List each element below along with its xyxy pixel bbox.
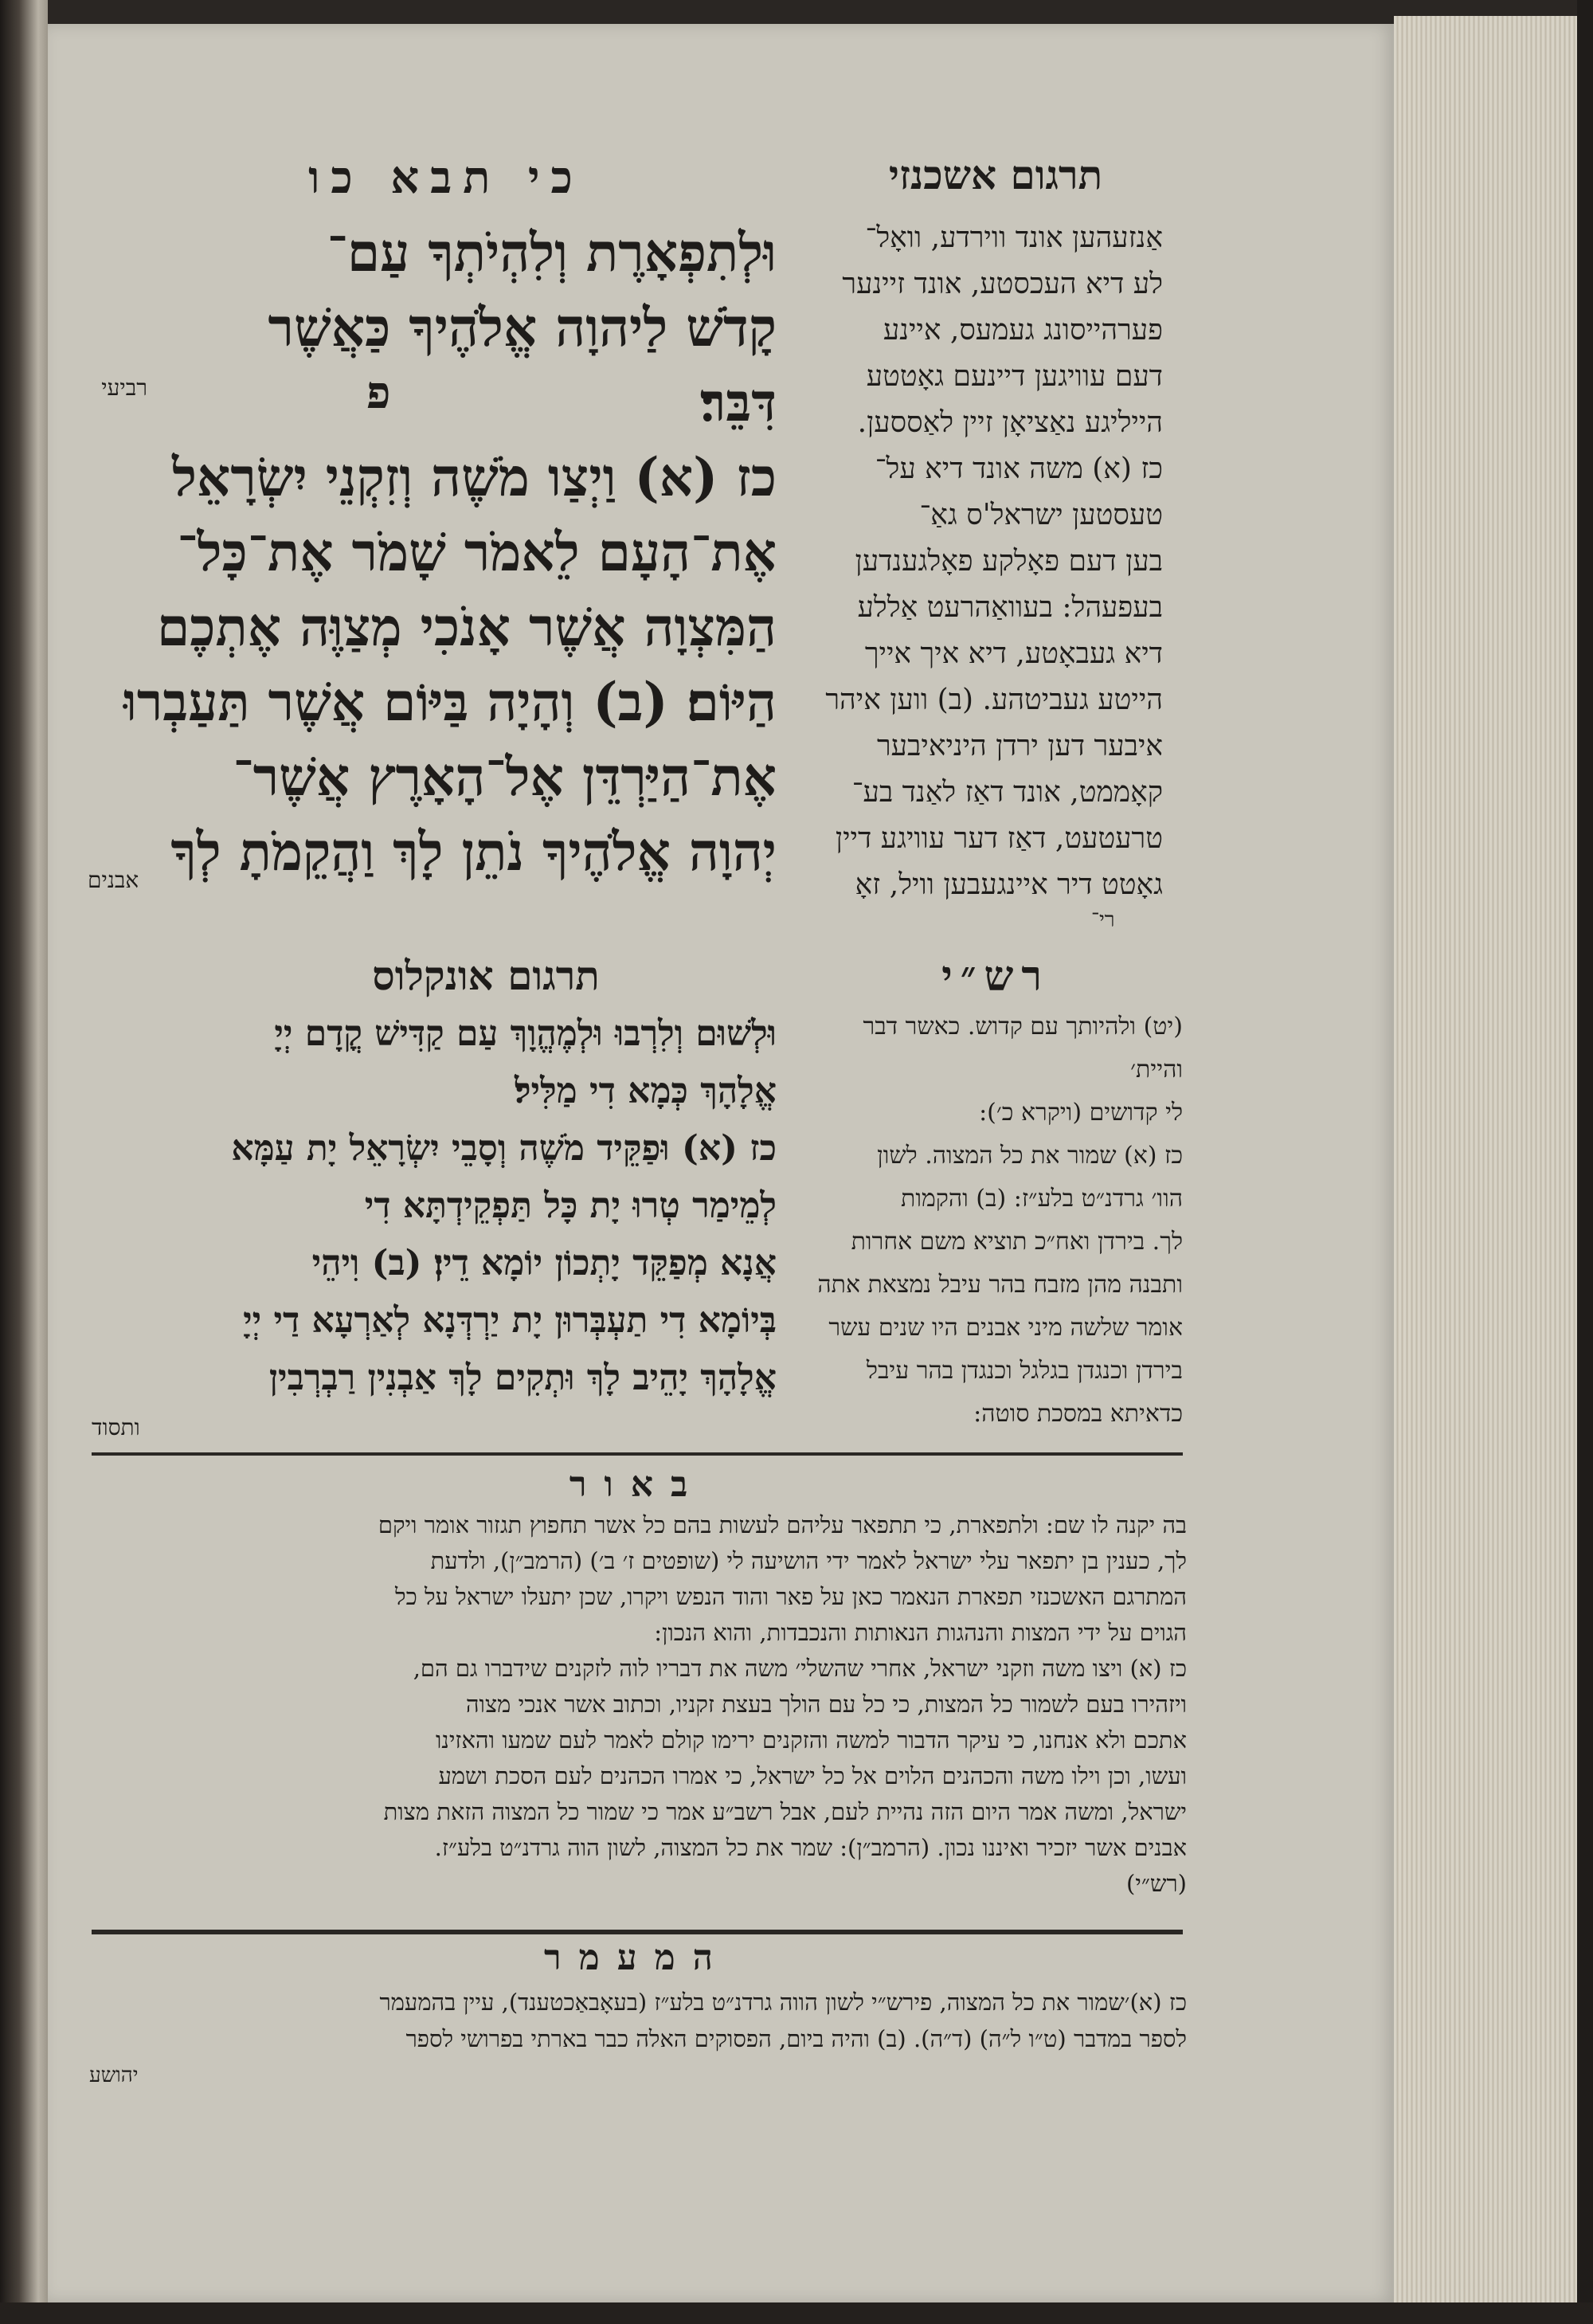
petucha-mark: פ <box>366 366 391 419</box>
section-divider <box>92 1452 1183 1456</box>
torah-line: יְהוָה אֱלֹהֶיךָ נֹתֵן לָךְ וַהֲקֵמֹתָ לְךָ <box>170 821 777 883</box>
biur-line: ועשו, וכן וילו משה והכהנים הלוים אל כל ישראל, כי אמרו הכהנים לעם הסכת ושמע <box>438 1762 1187 1789</box>
biur-line: ויזהירו בעם לשמור כל המצות, כי כל עם הולך בעצת זקניו, וכתוב אשר אנכי מצוה <box>465 1691 1187 1718</box>
background-bottom <box>0 2302 1593 2324</box>
rashi-commentary <box>804 1005 1183 1436</box>
rashi-line: בירדן וכנגדן בגלגל וכנגדן בהר עיבל <box>866 1357 1183 1385</box>
book-fore-edge <box>1394 16 1577 2302</box>
section-divider <box>92 1930 1183 1934</box>
meamer-title: המעמר <box>544 1938 730 1978</box>
yiddish-line: לע דיא העכסטע, אונד זיינער <box>842 268 1163 300</box>
rashi-line: (יט) ולהיותך עם קדוש. כאשר דבר והיית׳ <box>863 1013 1183 1084</box>
biur-line: הגוים על ידי המצות והנהגות הנאותות והנכבדות, והוא הנכון: <box>654 1619 1187 1646</box>
rashi-line: לך. בירדן ואח״כ תוציא משם אחרות <box>851 1228 1183 1256</box>
meamer-catchword: יהושע <box>89 2063 139 2087</box>
yiddish-line: אַנזעהען אונד ווירדע, וואָל־ <box>865 221 1163 254</box>
yiddish-line: איבער דען ירדן היניאיבער <box>877 730 1163 762</box>
biur-title: באור <box>569 1464 706 1505</box>
yiddish-line: פערהייסונג געמעס, איינע <box>883 314 1163 347</box>
facing-page-edge <box>0 0 48 2324</box>
rashi-line: ותבנה מהן מזבח בהר עיבל נמצאת אתה <box>817 1271 1183 1299</box>
biur-line: אבנים אשר יזכיר ואיננו נכון. (הרמב״ן): שמר את כל המצוה, לשון הוה גרדנ״ט בלע״ז. <box>434 1834 1187 1861</box>
yiddish-line: כז (א) משה אונד דיא על־ <box>875 453 1163 485</box>
rashi-line: כדאיתא במסכת סוטה: <box>973 1400 1183 1428</box>
biur-line: ישראל, ומשה אמר היום הזה נהיית לעם, אבל רשב״ע אמר כי שמור כל המצוה הזאת מצות <box>383 1798 1187 1825</box>
onkelos-line: לְמֵימַר טְרוּ יָת כָּל תַּפְקֵידְתָּא דִי <box>364 1186 777 1226</box>
onkelos-line: אֲנָא מְפַקֵּד יָתְכוֹן יוֹמָא דֵין׃ (ב) וִיהֵי <box>311 1243 777 1283</box>
biur-line: בה יקנה לו שם: ולתפארת, כי תתפאר עליהם לעשות בהם כל אשר תחפוץ תגזור אומר ויקם <box>378 1511 1187 1538</box>
rashi-title: רש״י <box>941 952 1050 1001</box>
onkelos-line: בְּיוֹמָא דִי תַעְבְּרוּן יָת יַרְדְּנָא לְאַרְעָא דַי יְיָ <box>243 1300 777 1341</box>
meamer-line: כז (א)׳שמור את כל המצוה, פירש״י לשון הווה גרדנ״ט בלע״ז (בעאָבאַכטענד), עיין בהמעמר <box>379 1989 1187 2016</box>
rashi-line: כז (א) שמור את כל המצוה. לשון <box>877 1142 1183 1170</box>
yiddish-line: בען דעם פאָלקע פאָלגענדען <box>855 545 1163 578</box>
meamer-commentary <box>88 1984 1187 2057</box>
torah-line: אֶת־הָעָם לֵאמֹר שָׁמֹר אֶת־כָּל־ <box>177 521 777 583</box>
onkelos-line: וּלְשׁוּם וְלִרְבוּ וּלְמֶהֱוָךְ עַם קַדִּישׁ קֳדָם יְיָ <box>274 1013 777 1054</box>
rashi-line: לי קדושים (ויקרא כ׳): <box>979 1099 1183 1127</box>
yiddish-column-title: תרגום אשכנזי <box>888 151 1103 198</box>
torah-catchword: אבנים <box>88 867 139 893</box>
biur-commentary <box>88 1507 1187 1902</box>
rashi-line: הוו׳ גרדנ״ט בלע״ז: (ב) והקמות <box>901 1185 1183 1213</box>
yiddish-line: דיא געבאָטע, דיא איך אייך <box>864 637 1163 670</box>
onkelos-line: אֱלָהָךְ כְּמָא דִי מַלִּיל׃ <box>514 1071 777 1111</box>
onkelos-text <box>84 1005 777 1407</box>
background-edge <box>1577 0 1593 2324</box>
aliyah-marker: רביעי <box>101 374 147 401</box>
biur-line: לך, כענין בן יתפאר עלי ישראל לאמר ידי הושיעה לי (שופטים ז׳ ב׳) (הרמב״ן), ולדעת <box>430 1547 1187 1574</box>
yiddish-translation <box>804 215 1163 908</box>
parasha-title: כי תבא כו <box>308 151 584 204</box>
torah-line: כז (א) וַיְצַו מֹשֶׁה וְזִקְנֵי יִשְׂרָאֵל <box>172 446 777 508</box>
biur-line: אתכם ולא אנחנו, כי עיקר הדבור למשה והזקנים ירימו קולם לאמר לעם שמעו והאזינו <box>435 1726 1187 1754</box>
yiddish-line: בעפעהל: בעוואַהרעט אַללע <box>857 591 1163 624</box>
torah-line: אֶת־הַיַּרְדֵּן אֶל־הָאָרֶץ אֲשֶׁר־ <box>233 746 777 808</box>
onkelos-line: כז (א) וּפַקֵּיד מֹשֶׁה וְסָבֵי יִשְׂרָאֵל יָת עַמָּא <box>231 1128 777 1169</box>
rashi-line: אומר שלשה מיני אבנים היו שנים עשר <box>828 1314 1183 1342</box>
meamer-line: לספר במדבר (ט״ו ל״ה) (ד״ה). (ב) והיה ביום, הפסוקים האלה כבר בארתי בפרושי לספר <box>405 2025 1187 2052</box>
torah-line: וּלְתִפְאָרֶת וְלִהְיֹתְךָ עַם־ <box>327 221 777 284</box>
torah-line: הַמִּצְוָה אֲשֶׁר אָנֹכִי מְצַוֶּה אֶתְכֶם <box>157 596 777 658</box>
torah-line: קָדֹשׁ לַיהוָה אֱלֹהֶיךָ כַּאֲשֶׁר <box>268 296 777 359</box>
yiddish-line: הייליגע נאַציאָן זיין לאַססען. <box>857 406 1163 439</box>
biur-line: המתרגם האשכנזי תפארת הנאמר כאן על פאר והוד הנפש ויקרו, שכן יתעלו ישראל על כל <box>395 1583 1187 1610</box>
biur-line: כז (א) ויצו משה וזקני ישראל, אחרי שהשלי׳ משה את דבריו לוה לזקנים שידברו גם הם, <box>413 1655 1187 1682</box>
torah-line: דִּבֵּר׃ <box>700 371 777 433</box>
yiddish-line: דעם עוויגען דיינעם גאָטטע <box>866 360 1163 393</box>
onkelos-line: אֱלָהָךְ יָהֵיב לָךְ וּתְקִים לָךְ אַבְנִין רַבְרְבִין <box>268 1358 777 1398</box>
yiddish-catchword: רי־ <box>1091 908 1115 932</box>
onkelos-catchword: ותסוד <box>92 1414 140 1440</box>
torah-line: הַיּוֹם׃ (ב) וְהָיָה בַּיּוֹם אֲשֶׁר תַּעַבְרוּ <box>123 671 777 733</box>
yiddish-line: טרעטעט, דאַז דער עוויגע דיין <box>835 822 1163 855</box>
onkelos-title: תרגום אונקלוס <box>372 952 600 999</box>
biur-line: (רש״י) <box>1125 1870 1187 1897</box>
yiddish-line: גאָטט דיר איינגעבען וויל, זאָ <box>855 868 1163 901</box>
yiddish-line: טעסטען ישראל'ס גאַ־ <box>919 499 1163 531</box>
torah-text <box>84 215 777 889</box>
yiddish-line: קאָממט, אונד דאַז לאַנד בע־ <box>851 776 1163 809</box>
yiddish-line: הייטע געביטהע. (ב) ווען איהר <box>825 684 1163 716</box>
